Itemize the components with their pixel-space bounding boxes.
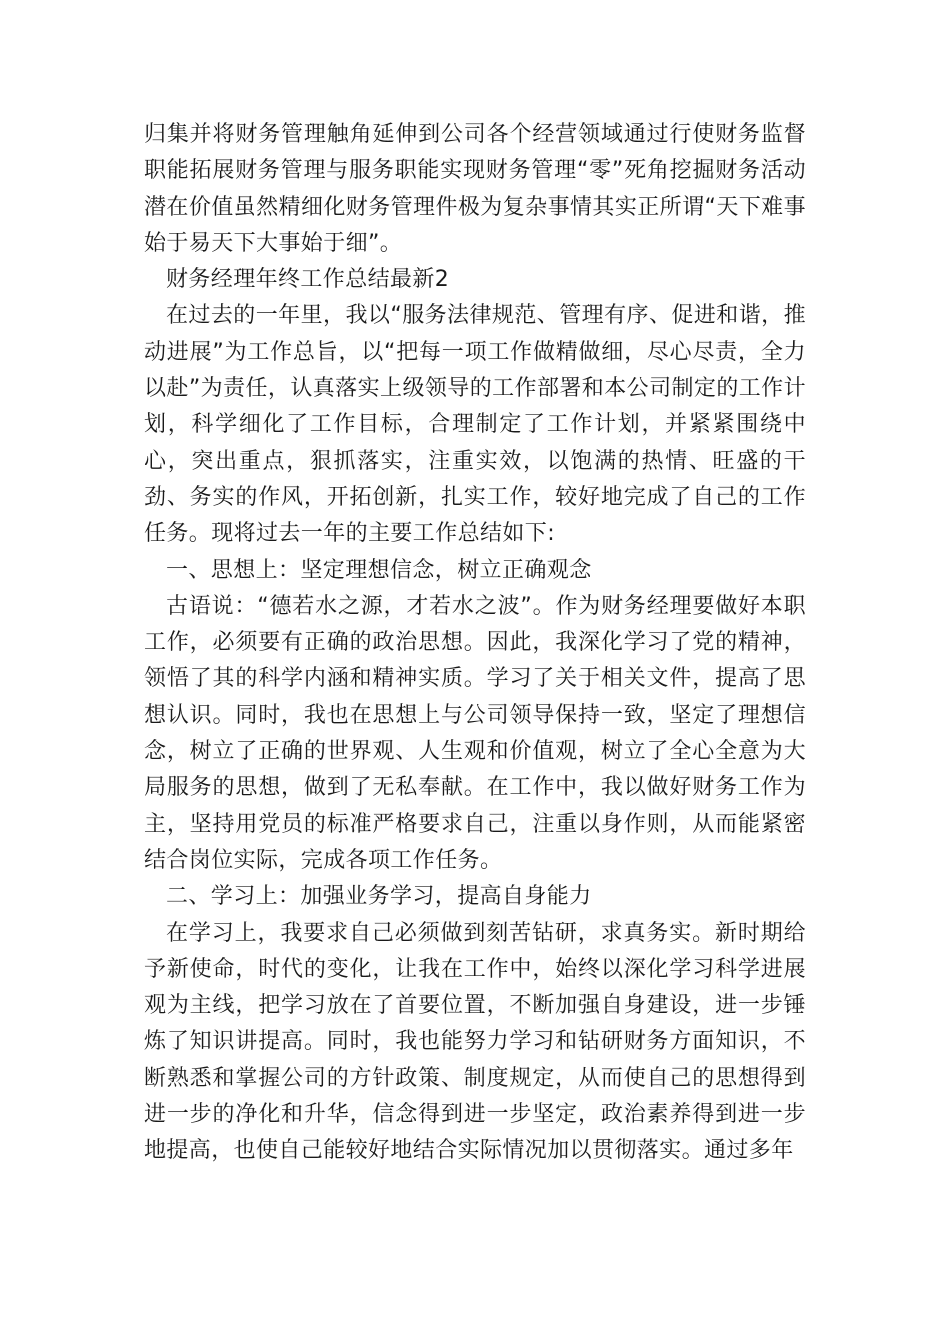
paragraph-thought: 古语说：“德若水之源，才若水之波”。作为财务经理要做好本职工作，必须要有正确的政治思想。因此，我深化学习了党的精神，领悟了其的科学内涵和精神实质。学习了关于相关文件，提高了思想认识。同时，我也在思想上与公司领导保持一致，坚定了理想信念，树立了正确的世界观、人生观和价值观，树立了全心全意为大局服务的思想，做到了无私奉献。在工作中，我以做好财务工作为主，坚持用党员的标准严格要求自己，注重以身作则，从而能紧密结合岗位实际，完成各项工作任务。 xyxy=(144,593,806,873)
section-heading-thought: 一、思想上：坚定理想信念，树立正确观念 xyxy=(166,557,592,583)
document-body xyxy=(144,117,806,1170)
section-heading-study: 二、学习上：加强业务学习，提高自身能力 xyxy=(166,884,592,910)
paragraph-continuation: 归集并将财务管理触角延伸到公司各个经营领域通过行使财务监督职能拓展财务管理与服务职能实现财务管理“零”死角挖掘财务活动潜在价值虽然精细化财务管理件极为复杂事情其实正所谓“天下难事始于易天下大事始于细”。 xyxy=(144,122,806,256)
section-title: 财务经理年终工作总结最新2 xyxy=(166,267,450,293)
paragraph-study: 在学习上，我要求自己必须做到刻苦钻研，求真务实。新时期给予新使命，时代的变化，让我在工作中，始终以深化学习科学进展观为主线，把学习放在了首要位置，不断加强自身建设，进一步锤炼了知识讲提高。同时，我也能努力学习和钻研财务方面知识，不断熟悉和掌握公司的方针政策、制度规定，从而使自己的思想得到进一步的净化和升华，信念得到进一步坚定，政治素养得到进一步地提高，也使自己能较好地结合实际情况加以贯彻落实。通过多年 xyxy=(144,920,806,1164)
paragraph-intro: 在过去的一年里，我以“服务法律规范、管理有序、促进和谐，推动进展”为工作总旨，以“把每一项工作做精做细，尽心尽责，全力以赴”为责任，认真落实上级领导的工作部署和本公司制定的工作计划，科学细化了工作目标，合理制定了工作计划，并紧紧围绕中心，突出重点，狠抓落实，注重实效，以饱满的热情、旺盛的干劲、务实的作风，开拓创新，扎实工作，较好地完成了自己的工作任务。现将过去一年的主要工作总结如下: xyxy=(144,303,806,547)
